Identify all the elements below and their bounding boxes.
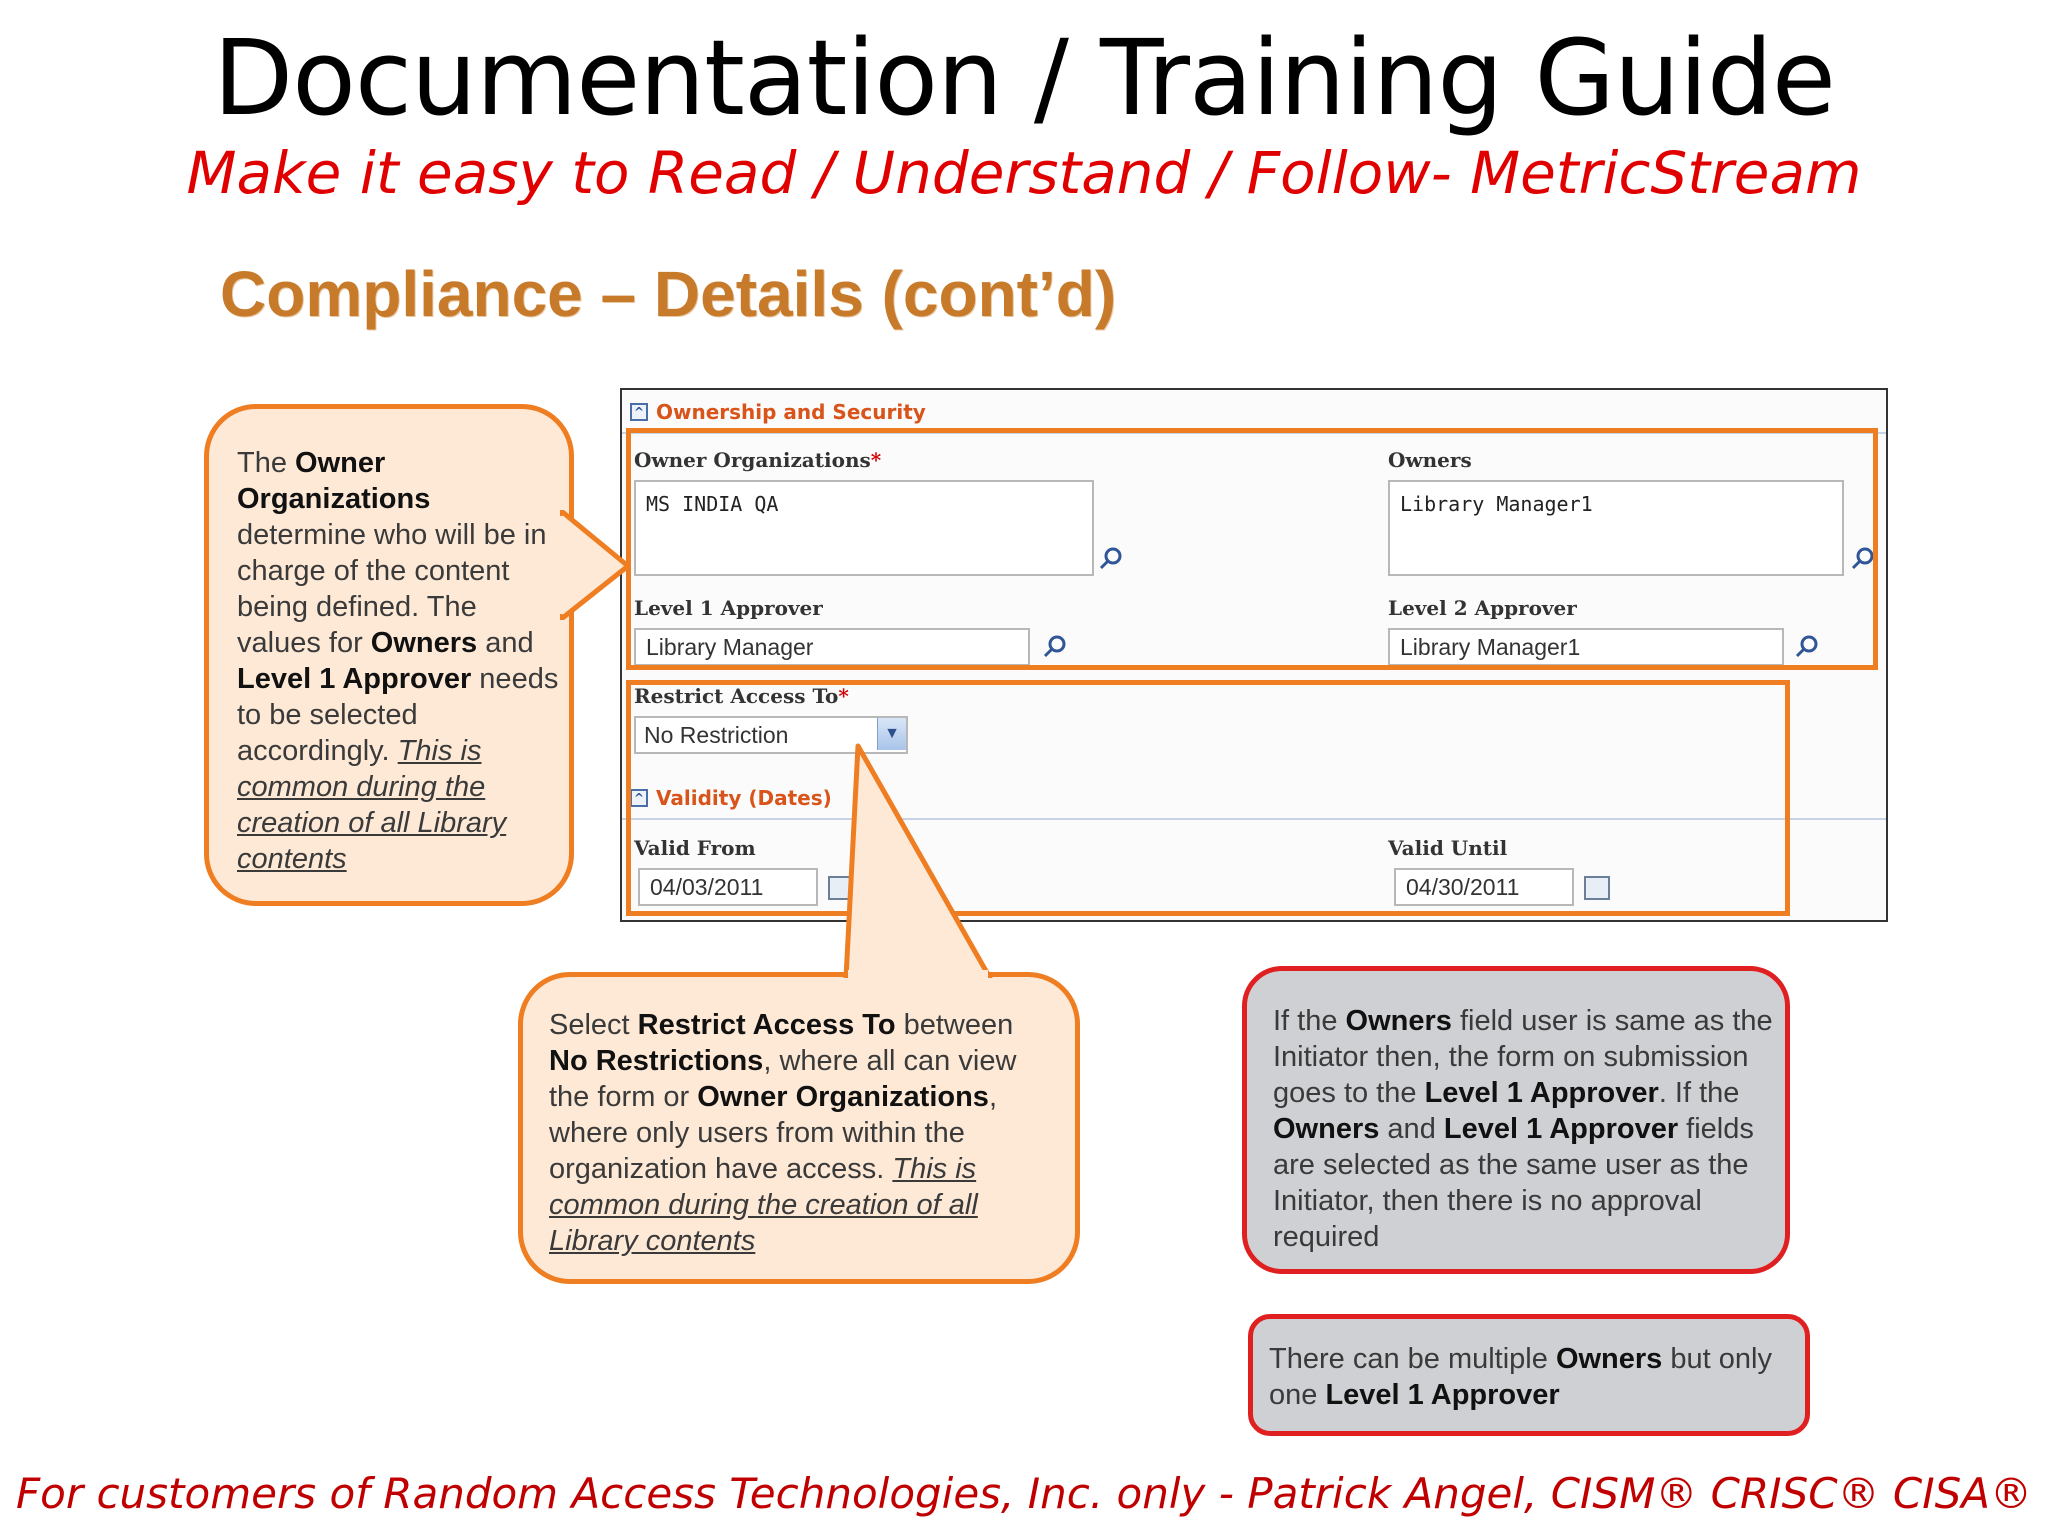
restrict-access-selected-value: No Restriction (644, 722, 789, 748)
multiple-owners-callout-text: There can be multiple Owners but only one Level 1 Approver (1269, 1343, 1772, 1411)
owner-organizations-field[interactable]: MS INDIA QA (634, 480, 1094, 576)
ownership-section-title: Ownership and Security (656, 400, 926, 424)
valid-from-field[interactable]: 04/03/2011 (638, 868, 818, 906)
access-validity-highlight-box (626, 680, 1790, 916)
owners-field[interactable]: Library Manager1 (1388, 480, 1844, 576)
chevron-down-icon[interactable]: ▼ (877, 718, 906, 750)
owners-initiator-callout-text: If the Owners field user is same as the Initiator then, the form on submission goes to the Level 1 Approver. If the Owners and Level 1 Approver fields are selected as the same user as the Initiator, then there is no approval required (1273, 1005, 1773, 1253)
slide-title: Documentation / Training Guide (213, 17, 1835, 139)
level2-approver-field[interactable]: Library Manager1 (1388, 628, 1784, 666)
form-panel (620, 388, 1888, 922)
callout-pointer (838, 742, 998, 978)
owners-initiator-callout (1242, 966, 1790, 1274)
callout-pointer (560, 510, 634, 620)
level1-approver-field[interactable]: Library Manager (634, 628, 1030, 666)
owner-organizations-callout-text: The Owner Organizations determine who will be in charge of the content being defined. The values for Owners and Level 1 Approver needs to be selected accordingly. This is common during the creation of all Library contents (237, 447, 559, 875)
slide-subtitle: Make it easy to Read / Understand / Follow- MetricStream (186, 139, 1862, 207)
ownership-section-header[interactable] (630, 400, 926, 424)
collapse-icon[interactable]: ^ (630, 403, 648, 421)
level1-approver-label: Level 1 Approver (634, 596, 823, 620)
restrict-access-label: Restrict Access To* (634, 684, 849, 708)
valid-until-field[interactable]: 04/30/2011 (1394, 868, 1574, 906)
valid-from-label: Valid From (634, 836, 756, 860)
restrict-access-callout-text: Select Restrict Access To between No Restrictions, where all can view the form or Owner Organizations, where only users from within the organization have access. This is common during the creation of all Library contents (549, 1009, 1017, 1257)
section-heading: Compliance – Details (cont’d) (220, 258, 1117, 330)
collapse-icon[interactable]: ^ (630, 789, 648, 807)
restrict-access-callout (518, 972, 1080, 1284)
validity-section-title: Validity (Dates) (656, 786, 832, 810)
owner-organizations-callout (204, 404, 574, 906)
owners-label: Owners (1388, 448, 1472, 472)
valid-until-label: Valid Until (1388, 836, 1508, 860)
owner-organizations-label: Owner Organizations* (634, 448, 882, 472)
multiple-owners-callout (1248, 1314, 1810, 1436)
ownership-highlight-box (626, 428, 1878, 670)
slide-footer: For customers of Random Access Technologies, Inc. only - Patrick Angel, CISM® CRISC® CISA® (15, 1469, 2033, 1518)
level2-approver-label: Level 2 Approver (1388, 596, 1577, 620)
